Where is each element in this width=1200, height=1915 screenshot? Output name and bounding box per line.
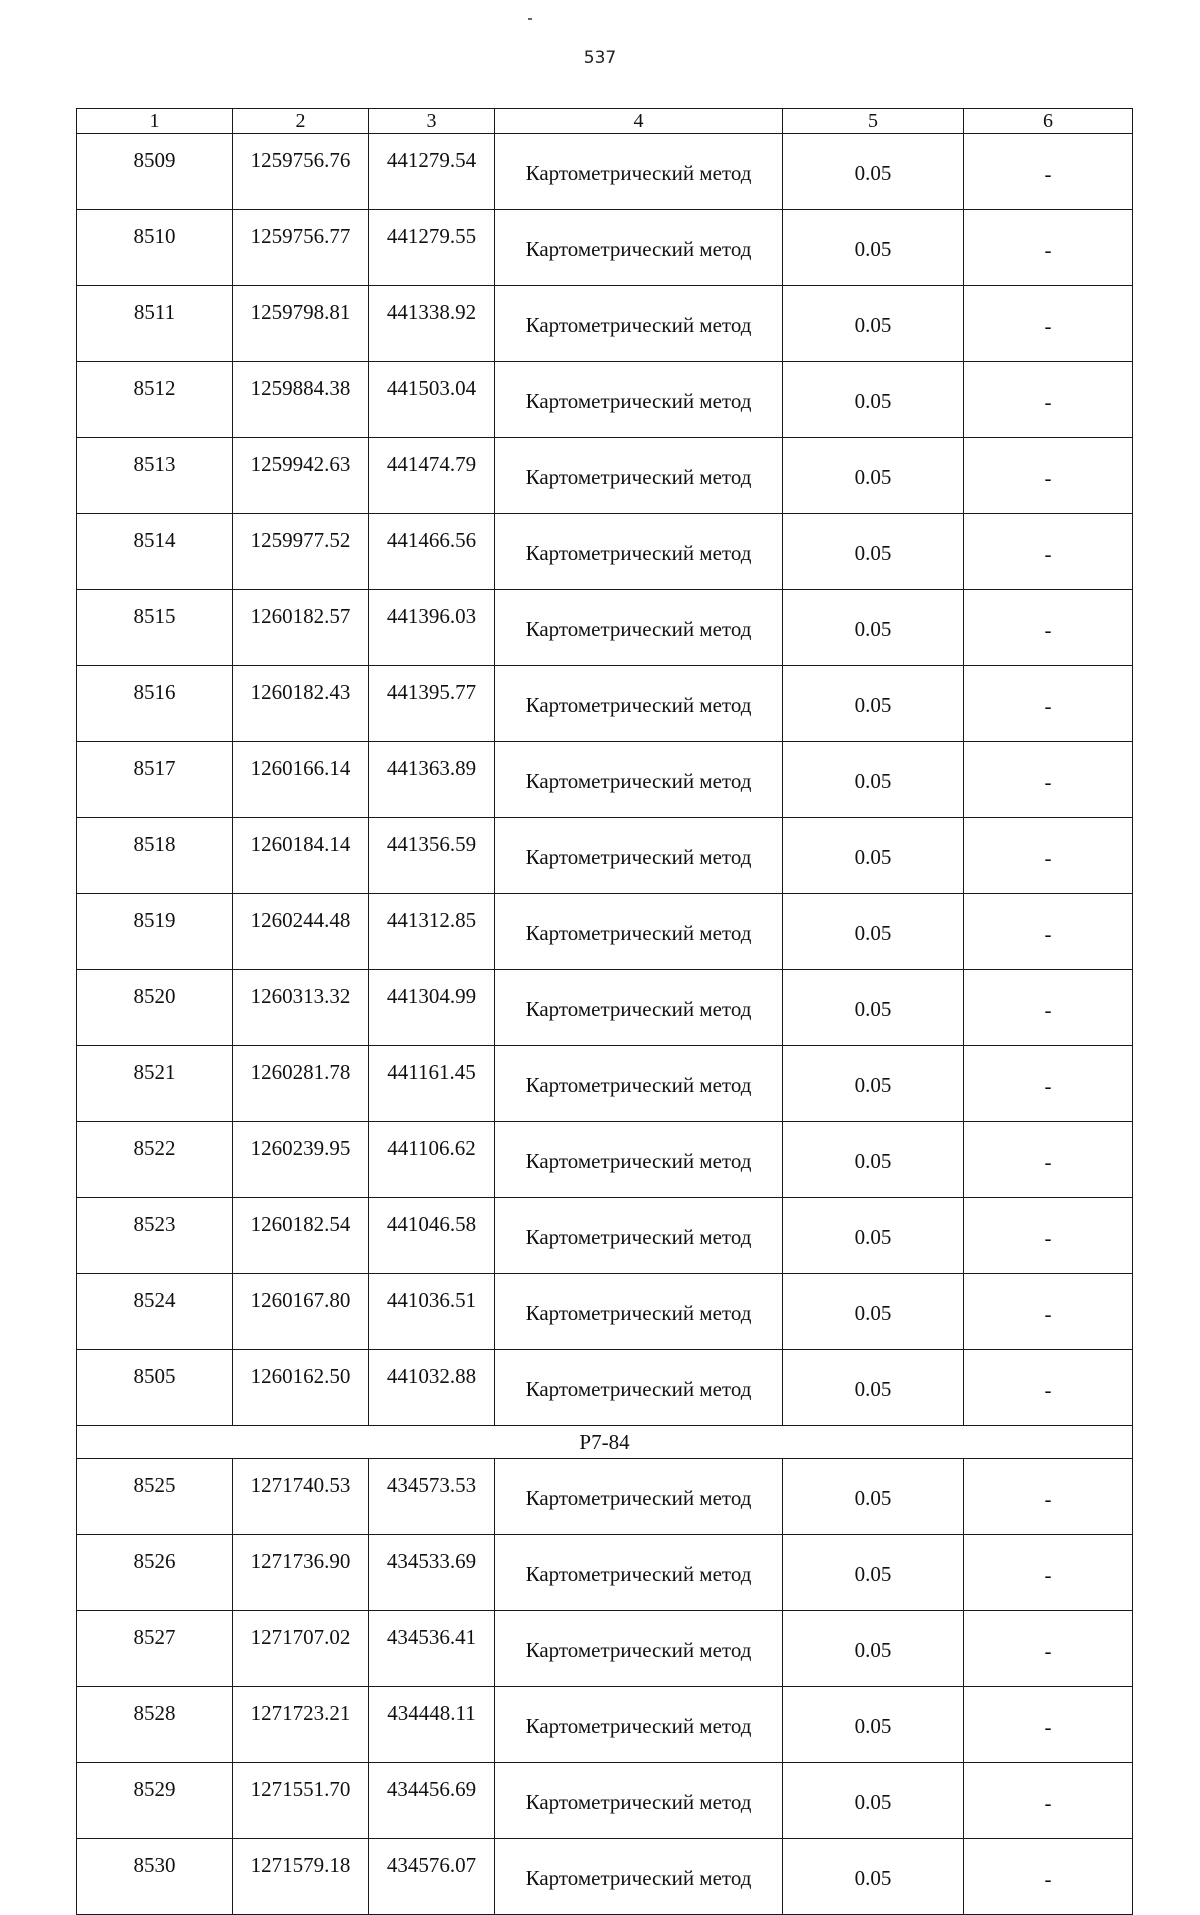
point-number-cell: 8516 <box>77 666 233 742</box>
y-coordinate-cell: 441106.62 <box>369 1122 495 1198</box>
column-header-5: 5 <box>783 109 964 134</box>
x-coordinate-cell: 1271723.21 <box>233 1687 369 1763</box>
table-row <box>77 894 1133 970</box>
method-cell: Картометрический метод <box>495 362 783 438</box>
precision-cell: 0.05 <box>783 1763 964 1839</box>
y-coordinate-cell: 441356.59 <box>369 818 495 894</box>
extra-cell: - <box>964 894 1133 970</box>
y-coordinate-cell: 434448.11 <box>369 1687 495 1763</box>
y-coordinate-cell: 441503.04 <box>369 362 495 438</box>
y-coordinate-cell: 434573.53 <box>369 1459 495 1535</box>
page-number: 537 <box>583 48 617 68</box>
method-cell: Картометрический метод <box>495 1274 783 1350</box>
extra-cell: - <box>964 210 1133 286</box>
table-row <box>77 1535 1133 1611</box>
y-coordinate-cell: 441395.77 <box>369 666 495 742</box>
precision-cell: 0.05 <box>783 210 964 286</box>
extra-cell: - <box>964 1198 1133 1274</box>
extra-cell: - <box>964 1459 1133 1535</box>
table-row <box>77 438 1133 514</box>
extra-cell: - <box>964 286 1133 362</box>
precision-cell: 0.05 <box>783 1046 964 1122</box>
point-number-cell: 8511 <box>77 286 233 362</box>
section-row <box>77 1426 1133 1459</box>
point-number-cell: 8528 <box>77 1687 233 1763</box>
extra-cell: - <box>964 1274 1133 1350</box>
table-row <box>77 742 1133 818</box>
x-coordinate-cell: 1271579.18 <box>233 1839 369 1915</box>
y-coordinate-cell: 441279.54 <box>369 134 495 210</box>
method-cell: Картометрический метод <box>495 210 783 286</box>
y-coordinate-cell: 441363.89 <box>369 742 495 818</box>
x-coordinate-cell: 1260244.48 <box>233 894 369 970</box>
extra-cell: - <box>964 818 1133 894</box>
table-row <box>77 134 1133 210</box>
column-header-2: 2 <box>233 109 369 134</box>
method-cell: Картометрический метод <box>495 1535 783 1611</box>
point-number-cell: 8525 <box>77 1459 233 1535</box>
table-row <box>77 818 1133 894</box>
point-number-cell: 8510 <box>77 210 233 286</box>
y-coordinate-cell: 441338.92 <box>369 286 495 362</box>
x-coordinate-cell: 1259977.52 <box>233 514 369 590</box>
x-coordinate-cell: 1259756.77 <box>233 210 369 286</box>
extra-cell: - <box>964 1122 1133 1198</box>
y-coordinate-cell: 441466.56 <box>369 514 495 590</box>
method-cell: Картометрический метод <box>495 286 783 362</box>
table-row <box>77 1459 1133 1535</box>
point-number-cell: 8520 <box>77 970 233 1046</box>
x-coordinate-cell: 1259884.38 <box>233 362 369 438</box>
extra-cell: - <box>964 1611 1133 1687</box>
extra-cell: - <box>964 362 1133 438</box>
point-number-cell: 8529 <box>77 1763 233 1839</box>
x-coordinate-cell: 1259756.76 <box>233 134 369 210</box>
x-coordinate-cell: 1260162.50 <box>233 1350 369 1426</box>
extra-cell: - <box>964 1839 1133 1915</box>
x-coordinate-cell: 1260182.43 <box>233 666 369 742</box>
extra-cell: - <box>964 1046 1133 1122</box>
extra-cell: - <box>964 438 1133 514</box>
precision-cell: 0.05 <box>783 1459 964 1535</box>
precision-cell: 0.05 <box>783 286 964 362</box>
x-coordinate-cell: 1260182.57 <box>233 590 369 666</box>
precision-cell: 0.05 <box>783 970 964 1046</box>
point-number-cell: 8513 <box>77 438 233 514</box>
x-coordinate-cell: 1271736.90 <box>233 1535 369 1611</box>
precision-cell: 0.05 <box>783 1350 964 1426</box>
method-cell: Картометрический метод <box>495 438 783 514</box>
method-cell: Картометрический метод <box>495 970 783 1046</box>
y-coordinate-cell: 441304.99 <box>369 970 495 1046</box>
y-coordinate-cell: 441032.88 <box>369 1350 495 1426</box>
extra-cell: - <box>964 1535 1133 1611</box>
table-row <box>77 514 1133 590</box>
extra-cell: - <box>964 590 1133 666</box>
precision-cell: 0.05 <box>783 666 964 742</box>
point-number-cell: 8517 <box>77 742 233 818</box>
precision-cell: 0.05 <box>783 362 964 438</box>
y-coordinate-cell: 434533.69 <box>369 1535 495 1611</box>
point-number-cell: 8514 <box>77 514 233 590</box>
method-cell: Картометрический метод <box>495 666 783 742</box>
table-row <box>77 590 1133 666</box>
point-number-cell: 8509 <box>77 134 233 210</box>
extra-cell: - <box>964 666 1133 742</box>
table-row <box>77 1839 1133 1915</box>
y-coordinate-cell: 441161.45 <box>369 1046 495 1122</box>
precision-cell: 0.05 <box>783 818 964 894</box>
x-coordinate-cell: 1271740.53 <box>233 1459 369 1535</box>
y-coordinate-cell: 441396.03 <box>369 590 495 666</box>
column-header-1: 1 <box>77 109 233 134</box>
y-coordinate-cell: 434576.07 <box>369 1839 495 1915</box>
table-row <box>77 286 1133 362</box>
point-number-cell: 8519 <box>77 894 233 970</box>
precision-cell: 0.05 <box>783 742 964 818</box>
y-coordinate-cell: 441312.85 <box>369 894 495 970</box>
precision-cell: 0.05 <box>783 894 964 970</box>
table-row <box>77 1046 1133 1122</box>
column-header-3: 3 <box>369 109 495 134</box>
precision-cell: 0.05 <box>783 1611 964 1687</box>
method-cell: Картометрический метод <box>495 1763 783 1839</box>
point-number-cell: 8512 <box>77 362 233 438</box>
x-coordinate-cell: 1260281.78 <box>233 1046 369 1122</box>
table-row <box>77 1274 1133 1350</box>
precision-cell: 0.05 <box>783 1839 964 1915</box>
table-row <box>77 210 1133 286</box>
point-number-cell: 8518 <box>77 818 233 894</box>
point-number-cell: 8526 <box>77 1535 233 1611</box>
x-coordinate-cell: 1259942.63 <box>233 438 369 514</box>
method-cell: Картометрический метод <box>495 134 783 210</box>
column-header-4: 4 <box>495 109 783 134</box>
precision-cell: 0.05 <box>783 1198 964 1274</box>
method-cell: Картометрический метод <box>495 1046 783 1122</box>
method-cell: Картометрический метод <box>495 1350 783 1426</box>
x-coordinate-cell: 1260313.32 <box>233 970 369 1046</box>
coordinates-table <box>76 108 1133 1915</box>
table-row <box>77 1350 1133 1426</box>
precision-cell: 0.05 <box>783 590 964 666</box>
x-coordinate-cell: 1271551.70 <box>233 1763 369 1839</box>
section-label: Р7-84 <box>77 1426 1133 1459</box>
point-number-cell: 8530 <box>77 1839 233 1915</box>
method-cell: Картометрический метод <box>495 894 783 970</box>
table-row <box>77 1122 1133 1198</box>
method-cell: Картометрический метод <box>495 1459 783 1535</box>
table-row <box>77 1611 1133 1687</box>
y-coordinate-cell: 434536.41 <box>369 1611 495 1687</box>
method-cell: Картометрический метод <box>495 1611 783 1687</box>
table-row <box>77 970 1133 1046</box>
point-number-cell: 8515 <box>77 590 233 666</box>
point-number-cell: 8505 <box>77 1350 233 1426</box>
x-coordinate-cell: 1260184.14 <box>233 818 369 894</box>
method-cell: Картометрический метод <box>495 1122 783 1198</box>
y-coordinate-cell: 441036.51 <box>369 1274 495 1350</box>
precision-cell: 0.05 <box>783 438 964 514</box>
y-coordinate-cell: 441279.55 <box>369 210 495 286</box>
extra-cell: - <box>964 514 1133 590</box>
x-coordinate-cell: 1260166.14 <box>233 742 369 818</box>
precision-cell: 0.05 <box>783 1122 964 1198</box>
extra-cell: - <box>964 134 1133 210</box>
method-cell: Картометрический метод <box>495 742 783 818</box>
y-coordinate-cell: 441046.58 <box>369 1198 495 1274</box>
point-number-cell: 8522 <box>77 1122 233 1198</box>
table-row <box>77 1687 1133 1763</box>
extra-cell: - <box>964 1763 1133 1839</box>
x-coordinate-cell: 1260167.80 <box>233 1274 369 1350</box>
table-row <box>77 1763 1133 1839</box>
method-cell: Картометрический метод <box>495 818 783 894</box>
y-coordinate-cell: 434456.69 <box>369 1763 495 1839</box>
precision-cell: 0.05 <box>783 514 964 590</box>
extra-cell: - <box>964 1350 1133 1426</box>
header-row <box>77 109 1133 134</box>
extra-cell: - <box>964 970 1133 1046</box>
precision-cell: 0.05 <box>783 1687 964 1763</box>
precision-cell: 0.05 <box>783 1274 964 1350</box>
x-coordinate-cell: 1260182.54 <box>233 1198 369 1274</box>
precision-cell: 0.05 <box>783 134 964 210</box>
y-coordinate-cell: 441474.79 <box>369 438 495 514</box>
table-row <box>77 666 1133 742</box>
method-cell: Картометрический метод <box>495 1198 783 1274</box>
extra-cell: - <box>964 742 1133 818</box>
coordinates-table-body <box>77 109 1133 1915</box>
table-row <box>77 362 1133 438</box>
x-coordinate-cell: 1271707.02 <box>233 1611 369 1687</box>
table-row <box>77 1198 1133 1274</box>
method-cell: Картометрический метод <box>495 590 783 666</box>
method-cell: Картометрический метод <box>495 1687 783 1763</box>
x-coordinate-cell: 1260239.95 <box>233 1122 369 1198</box>
point-number-cell: 8521 <box>77 1046 233 1122</box>
point-number-cell: 8524 <box>77 1274 233 1350</box>
x-coordinate-cell: 1259798.81 <box>233 286 369 362</box>
column-header-6: 6 <box>964 109 1133 134</box>
method-cell: Картометрический метод <box>495 514 783 590</box>
extra-cell: - <box>964 1687 1133 1763</box>
point-number-cell: 8527 <box>77 1611 233 1687</box>
precision-cell: 0.05 <box>783 1535 964 1611</box>
scan-artifact <box>528 18 532 20</box>
point-number-cell: 8523 <box>77 1198 233 1274</box>
method-cell: Картометрический метод <box>495 1839 783 1915</box>
